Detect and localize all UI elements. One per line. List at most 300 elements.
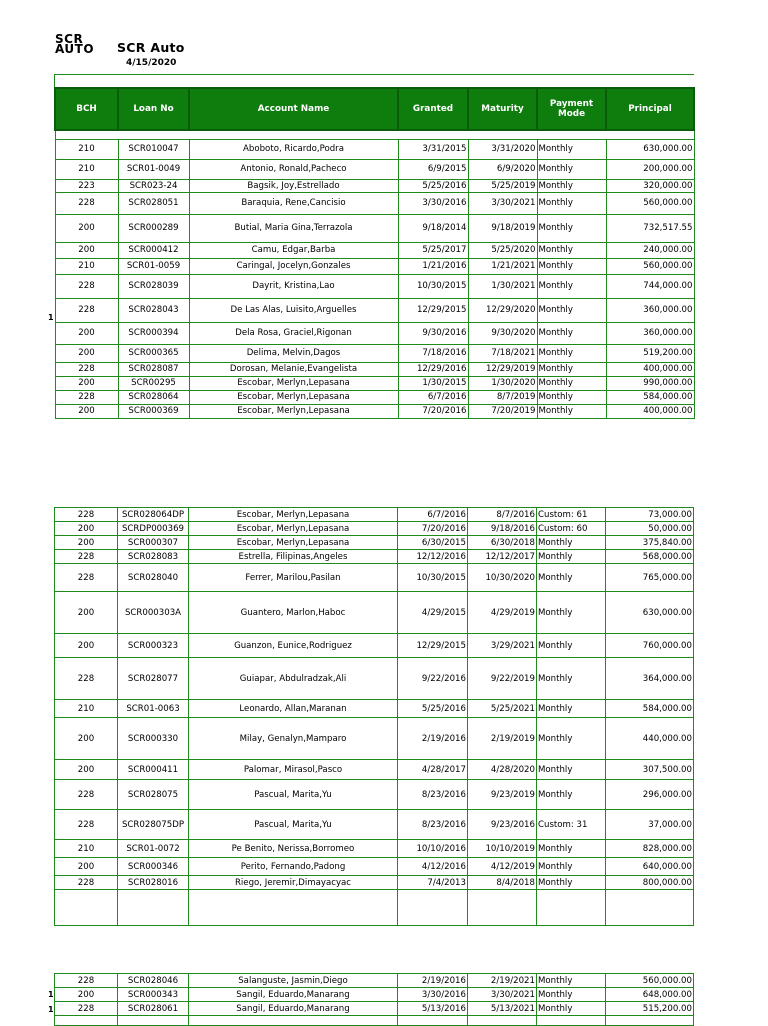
table-row (55, 139, 694, 159)
cell-account-name: Escobar, Merlyn,Lepasana (189, 522, 398, 536)
cell-granted: 7/18/2016 (398, 344, 468, 362)
table-row (55, 192, 694, 214)
cell-maturity: 5/25/2021 (468, 700, 537, 718)
table-row (55, 242, 694, 258)
cell-bch: 228 (55, 780, 118, 810)
cell-bch (55, 890, 118, 926)
cell-loan-no: SCR000307 (118, 536, 189, 550)
cell-loan-no: SCR028077 (118, 658, 189, 700)
table-row (55, 344, 694, 362)
cell-maturity: 9/18/2019 (468, 214, 537, 242)
cell-account-name: Pe Benito, Nerissa,Borromeo (189, 840, 398, 858)
table-row (55, 634, 694, 658)
cell-bch: 210 (55, 139, 118, 159)
cell-payment-mode: Monthly (537, 718, 606, 760)
table-row (55, 214, 694, 242)
table-row (55, 700, 694, 718)
cell-account-name: Estrella, Filipinas,Angeles (189, 550, 398, 564)
cell-account-name (189, 890, 398, 926)
cell-granted: 7/20/2016 (398, 522, 468, 536)
cell-maturity: 5/13/2021 (468, 1002, 537, 1016)
cell-principal: 360,000.00 (606, 298, 694, 322)
cell-bch: 210 (55, 840, 118, 858)
cell-account-name: Ferrer, Marilou,Pasilan (189, 564, 398, 592)
cell-granted: 1/21/2016 (398, 258, 468, 274)
cell-loan-no: SCR000323 (118, 634, 189, 658)
cell-loan-no: SCR028064 (118, 390, 189, 404)
table-row (55, 658, 694, 700)
cell-granted: 5/25/2016 (398, 179, 468, 192)
cell-maturity: 10/10/2019 (468, 840, 537, 858)
cell-account-name: Perito, Fernando,Padong (189, 858, 398, 876)
cell-principal: 37,000.00 (606, 810, 694, 840)
cell-payment-mode: Monthly (537, 974, 606, 988)
cell-payment-mode: Monthly (537, 760, 606, 780)
table-row (55, 1002, 694, 1016)
cell-account-name: Escobar, Merlyn,Lepasana (189, 508, 398, 522)
cell-principal: 515,200.00 (606, 1002, 694, 1016)
cell-principal: 630,000.00 (606, 139, 694, 159)
cell-payment-mode: Monthly (537, 564, 606, 592)
cell-payment-mode: Monthly (537, 536, 606, 550)
cell-loan-no: SCR028087 (118, 362, 189, 376)
cell-granted: 1/30/2015 (398, 376, 468, 390)
cell-principal: 760,000.00 (606, 634, 694, 658)
loan-table-page2 (54, 507, 694, 926)
cell-maturity: 3/30/2021 (468, 192, 537, 214)
cell-maturity: 1/30/2021 (468, 274, 537, 298)
cell-principal: 990,000.00 (606, 376, 694, 390)
cell-account-name: Escobar, Merlyn,Lepasana (189, 404, 398, 418)
cell-principal: 240,000.00 (606, 242, 694, 258)
cell-payment-mode: Monthly (537, 159, 606, 179)
cell-loan-no (118, 1016, 189, 1026)
cell-loan-no (118, 890, 189, 926)
table-row (55, 840, 694, 858)
cell-granted: 2/19/2016 (398, 974, 468, 988)
cell-bch: 228 (55, 390, 118, 404)
cell-bch: 200 (55, 214, 118, 242)
cell-payment-mode: Monthly (537, 362, 606, 376)
cell-bch: 200 (55, 404, 118, 418)
cell-loan-no: SCR028075 (118, 780, 189, 810)
cell-payment-mode: Monthly (537, 344, 606, 362)
cell-maturity: 10/30/2020 (468, 564, 537, 592)
cell-loan-no: SCR028051 (118, 192, 189, 214)
cell-loan-no: SCR028061 (118, 1002, 189, 1016)
cell-bch: 210 (55, 159, 118, 179)
cell-payment-mode: Monthly (537, 179, 606, 192)
cell-principal: 765,000.00 (606, 564, 694, 592)
cell-bch: 200 (55, 376, 118, 390)
cell-principal (606, 1016, 694, 1026)
table-row (55, 322, 694, 344)
cell-account-name: De Las Alas, Luisito,Arguelles (189, 298, 398, 322)
loan-table-page3 (54, 973, 694, 1026)
table-row (55, 274, 694, 298)
cell-maturity: 12/29/2019 (468, 362, 537, 376)
loan-table-page1 (54, 87, 695, 419)
cell-bch: 228 (55, 564, 118, 592)
cell-loan-no: SCR000365 (118, 344, 189, 362)
cell-principal (606, 890, 694, 926)
cell-maturity: 3/31/2020 (468, 139, 537, 159)
cell-payment-mode: Monthly (537, 988, 606, 1002)
cell-maturity: 1/21/2021 (468, 258, 537, 274)
cell-granted: 10/30/2015 (398, 564, 468, 592)
cell-loan-no: SCR01-0059 (118, 258, 189, 274)
cell-maturity: 6/9/2020 (468, 159, 537, 179)
cell-bch: 200 (55, 344, 118, 362)
cell-payment-mode (537, 1016, 606, 1026)
col-header-maturity: Maturity (468, 88, 537, 130)
cell-principal: 307,500.00 (606, 760, 694, 780)
cell-maturity: 2/19/2019 (468, 718, 537, 760)
cell-bch: 200 (55, 988, 118, 1002)
cell-payment-mode: Custom: 60 (537, 522, 606, 536)
cell-principal: 630,000.00 (606, 592, 694, 634)
cell-bch: 228 (55, 876, 118, 890)
cell-granted: 4/12/2016 (398, 858, 468, 876)
col-header-principal: Principal (606, 88, 694, 130)
cell-maturity: 9/18/2016 (468, 522, 537, 536)
cell-maturity: 4/28/2020 (468, 760, 537, 780)
table-header-row (55, 88, 694, 130)
cell-account-name: Camu, Edgar,Barba (189, 242, 398, 258)
cell-granted: 12/12/2016 (398, 550, 468, 564)
cell-granted: 9/18/2014 (398, 214, 468, 242)
cell-bch (55, 1016, 118, 1026)
table-row (55, 159, 694, 179)
cell-account-name: Aboboto, Ricardo,Podra (189, 139, 398, 159)
cell-payment-mode: Monthly (537, 390, 606, 404)
cell-maturity: 8/7/2019 (468, 390, 537, 404)
cell-bch: 228 (55, 974, 118, 988)
cell-principal: 828,000.00 (606, 840, 694, 858)
table-row (55, 858, 694, 876)
table-row (55, 810, 694, 840)
table-row (55, 362, 694, 376)
cell-account-name: Bagsik, Joy,Estrellado (189, 179, 398, 192)
cell-maturity: 4/12/2019 (468, 858, 537, 876)
cell-granted: 7/20/2016 (398, 404, 468, 418)
cell-principal: 584,000.00 (606, 700, 694, 718)
cell-payment-mode: Monthly (537, 658, 606, 700)
cell-account-name: Butial, Maria Gina,Terrazola (189, 214, 398, 242)
cell-loan-no: SCR023-24 (118, 179, 189, 192)
cell-bch: 200 (55, 536, 118, 550)
cell-payment-mode: Custom: 31 (537, 810, 606, 840)
cell-payment-mode: Monthly (537, 858, 606, 876)
cell-maturity: 8/4/2018 (468, 876, 537, 890)
cell-granted: 3/30/2016 (398, 988, 468, 1002)
cell-principal: 568,000.00 (606, 550, 694, 564)
cell-principal: 560,000.00 (606, 192, 694, 214)
cell-maturity: 5/25/2019 (468, 179, 537, 192)
cell-account-name: Leonardo, Allan,Maranan (189, 700, 398, 718)
cell-loan-no: SCR010047 (118, 139, 189, 159)
cell-maturity: 7/18/2021 (468, 344, 537, 362)
cell-account-name: Pascual, Marita,Yu (189, 780, 398, 810)
table-row (55, 890, 694, 926)
cell-maturity: 7/20/2019 (468, 404, 537, 418)
cell-account-name: Guiapar, Abdulradzak,Ali (189, 658, 398, 700)
cell-principal: 640,000.00 (606, 858, 694, 876)
cell-payment-mode: Monthly (537, 274, 606, 298)
cell-account-name: Dorosan, Melanie,Evangelista (189, 362, 398, 376)
cell-account-name (189, 1016, 398, 1026)
table-row (55, 760, 694, 780)
cell-account-name: Dela Rosa, Graciel,Rigonan (189, 322, 398, 344)
table-row (55, 376, 694, 390)
cell-account-name: Delima, Melvin,Dagos (189, 344, 398, 362)
cell-account-name: Escobar, Merlyn,Lepasana (189, 536, 398, 550)
cell-payment-mode: Monthly (537, 258, 606, 274)
company-logo: SCR AUTO (55, 34, 95, 54)
cell-account-name: Riego, Jeremir,Dimayacyac (189, 876, 398, 890)
cell-maturity: 8/7/2016 (468, 508, 537, 522)
cell-bch: 228 (55, 274, 118, 298)
cell-loan-no: SCR000303A (118, 592, 189, 634)
cell-payment-mode: Monthly (537, 550, 606, 564)
cell-granted: 12/29/2015 (398, 298, 468, 322)
cell-loan-no: SCR01-0072 (118, 840, 189, 858)
cell-granted: 9/30/2016 (398, 322, 468, 344)
table-row (55, 508, 694, 522)
table-row (55, 258, 694, 274)
cell-payment-mode (537, 890, 606, 926)
table-row (55, 298, 694, 322)
cell-maturity: 9/22/2019 (468, 658, 537, 700)
cell-loan-no: SCR028039 (118, 274, 189, 298)
cell-bch: 210 (55, 700, 118, 718)
cell-granted (398, 1016, 468, 1026)
cell-principal: 440,000.00 (606, 718, 694, 760)
cell-loan-no: SCR000346 (118, 858, 189, 876)
cell-granted: 6/7/2016 (398, 390, 468, 404)
cell-granted: 4/28/2017 (398, 760, 468, 780)
cell-bch: 200 (55, 592, 118, 634)
cell-loan-no: SCRDP000369 (118, 522, 189, 536)
cell-account-name: Guanzon, Eunice,Rodriguez (189, 634, 398, 658)
cell-granted: 4/29/2015 (398, 592, 468, 634)
cell-principal: 400,000.00 (606, 404, 694, 418)
cell-principal: 732,517.55 (606, 214, 694, 242)
table-row (55, 179, 694, 192)
cell-account-name: Caringal, Jocelyn,Gonzales (189, 258, 398, 274)
cell-account-name: Guantero, Marlon,Haboc (189, 592, 398, 634)
cell-bch: 200 (55, 322, 118, 344)
cell-maturity: 3/30/2021 (468, 988, 537, 1002)
cell-granted: 6/9/2015 (398, 159, 468, 179)
table-row (55, 876, 694, 890)
row-mark: 1 (48, 313, 54, 322)
cell-payment-mode: Monthly (537, 242, 606, 258)
cell-loan-no: SCR000412 (118, 242, 189, 258)
cell-loan-no: SCR028075DP (118, 810, 189, 840)
cell-loan-no: SCR028064DP (118, 508, 189, 522)
cell-payment-mode: Monthly (537, 876, 606, 890)
company-title: SCR Auto (117, 40, 185, 55)
cell-bch: 228 (55, 298, 118, 322)
cell-account-name: Salanguste, Jasmin,Diego (189, 974, 398, 988)
cell-account-name: Sangil, Eduardo,Manarang (189, 1002, 398, 1016)
cell-principal: 400,000.00 (606, 362, 694, 376)
cell-maturity: 3/29/2021 (468, 634, 537, 658)
cell-loan-no: SCR01-0063 (118, 700, 189, 718)
col-header-granted: Granted (398, 88, 468, 130)
cell-principal: 584,000.00 (606, 390, 694, 404)
row-mark: 1 (48, 990, 54, 999)
table-row (55, 404, 694, 418)
cell-payment-mode: Monthly (537, 192, 606, 214)
cell-bch: 228 (55, 1002, 118, 1016)
cell-payment-mode: Monthly (537, 139, 606, 159)
col-header-account-name: Account Name (189, 88, 398, 130)
cell-loan-no: SCR00295 (118, 376, 189, 390)
cell-granted: 3/31/2015 (398, 139, 468, 159)
cell-payment-mode: Custom: 61 (537, 508, 606, 522)
report-date: 4/15/2020 (126, 58, 177, 68)
cell-bch: 228 (55, 192, 118, 214)
cell-principal: 560,000.00 (606, 258, 694, 274)
cell-account-name: Pascual, Marita,Yu (189, 810, 398, 840)
cell-principal: 320,000.00 (606, 179, 694, 192)
cell-loan-no: SCR028040 (118, 564, 189, 592)
cell-bch: 228 (55, 810, 118, 840)
cell-granted: 12/29/2015 (398, 634, 468, 658)
cell-loan-no: SCR000330 (118, 718, 189, 760)
table-row (55, 550, 694, 564)
cell-principal: 73,000.00 (606, 508, 694, 522)
cell-bch: 200 (55, 718, 118, 760)
cell-bch: 200 (55, 858, 118, 876)
cell-payment-mode: Monthly (537, 298, 606, 322)
cell-bch: 228 (55, 550, 118, 564)
cell-granted: 10/30/2015 (398, 274, 468, 298)
cell-granted: 9/22/2016 (398, 658, 468, 700)
cell-maturity: 12/29/2020 (468, 298, 537, 322)
cell-bch: 228 (55, 508, 118, 522)
cell-account-name: Baraquia, Rene,Cancisio (189, 192, 398, 214)
cell-account-name: Milay, Genalyn,Mamparo (189, 718, 398, 760)
cell-account-name: Antonio, Ronald,Pacheco (189, 159, 398, 179)
table-row (55, 718, 694, 760)
cell-principal: 50,000.00 (606, 522, 694, 536)
cell-principal: 296,000.00 (606, 780, 694, 810)
col-header-loan-no: Loan No (118, 88, 189, 130)
cell-granted: 8/23/2016 (398, 780, 468, 810)
table-row (55, 536, 694, 550)
cell-bch: 200 (55, 242, 118, 258)
cell-granted: 5/25/2017 (398, 242, 468, 258)
cell-account-name: Palomar, Mirasol,Pasco (189, 760, 398, 780)
cell-maturity: 5/25/2020 (468, 242, 537, 258)
cell-payment-mode: Monthly (537, 214, 606, 242)
cell-payment-mode: Monthly (537, 840, 606, 858)
cell-maturity (468, 1016, 537, 1026)
cell-maturity: 9/23/2019 (468, 780, 537, 810)
cell-granted: 2/19/2016 (398, 718, 468, 760)
cell-bch: 223 (55, 179, 118, 192)
table-row (55, 780, 694, 810)
cell-bch: 228 (55, 658, 118, 700)
cell-maturity: 9/23/2016 (468, 810, 537, 840)
cell-loan-no: SCR028083 (118, 550, 189, 564)
cell-loan-no: SCR028043 (118, 298, 189, 322)
cell-loan-no: SCR028016 (118, 876, 189, 890)
cell-account-name: Dayrit, Kristina,Lao (189, 274, 398, 298)
cell-principal: 519,200.00 (606, 344, 694, 362)
cell-loan-no: SCR000394 (118, 322, 189, 344)
table-row (55, 564, 694, 592)
cell-granted: 12/29/2016 (398, 362, 468, 376)
cell-maturity: 4/29/2019 (468, 592, 537, 634)
cell-loan-no: SCR000289 (118, 214, 189, 242)
cell-payment-mode: Monthly (537, 322, 606, 344)
table-row (55, 522, 694, 536)
cell-principal: 364,000.00 (606, 658, 694, 700)
cell-granted: 5/25/2016 (398, 700, 468, 718)
table-row (55, 390, 694, 404)
cell-granted: 6/30/2015 (398, 536, 468, 550)
cell-payment-mode: Monthly (537, 634, 606, 658)
cell-principal: 560,000.00 (606, 974, 694, 988)
cell-maturity: 6/30/2018 (468, 536, 537, 550)
cell-maturity: 1/30/2020 (468, 376, 537, 390)
table-row (55, 592, 694, 634)
cell-granted: 8/23/2016 (398, 810, 468, 840)
cell-maturity (468, 890, 537, 926)
cell-bch: 210 (55, 258, 118, 274)
col-header-bch: BCH (55, 88, 118, 130)
cell-loan-no: SCR000369 (118, 404, 189, 418)
cell-loan-no: SCR000411 (118, 760, 189, 780)
cell-loan-no: SCR000343 (118, 988, 189, 1002)
col-header-payment-mode: Payment Mode (537, 88, 606, 130)
cell-maturity: 2/19/2021 (468, 974, 537, 988)
cell-loan-no: SCR028046 (118, 974, 189, 988)
cell-bch: 200 (55, 760, 118, 780)
table-row (55, 974, 694, 988)
cell-principal: 360,000.00 (606, 322, 694, 344)
cell-bch: 200 (55, 522, 118, 536)
cell-payment-mode: Monthly (537, 404, 606, 418)
cell-account-name: Escobar, Merlyn,Lepasana (189, 376, 398, 390)
cell-payment-mode: Monthly (537, 1002, 606, 1016)
cell-payment-mode: Monthly (537, 780, 606, 810)
cell-granted (398, 890, 468, 926)
cell-loan-no: SCR01-0049 (118, 159, 189, 179)
cell-principal: 375,840.00 (606, 536, 694, 550)
table-row (55, 988, 694, 1002)
cell-principal: 648,000.00 (606, 988, 694, 1002)
cell-principal: 800,000.00 (606, 876, 694, 890)
cell-principal: 200,000.00 (606, 159, 694, 179)
cell-account-name: Sangil, Eduardo,Manarang (189, 988, 398, 1002)
table-row (55, 1016, 694, 1026)
cell-granted: 5/13/2016 (398, 1002, 468, 1016)
cell-maturity: 12/12/2017 (468, 550, 537, 564)
cell-bch: 228 (55, 362, 118, 376)
cell-principal: 744,000.00 (606, 274, 694, 298)
cell-payment-mode: Monthly (537, 700, 606, 718)
cell-payment-mode: Monthly (537, 592, 606, 634)
cell-payment-mode: Monthly (537, 376, 606, 390)
cell-granted: 3/30/2016 (398, 192, 468, 214)
row-mark: 1 (48, 1005, 54, 1014)
cell-maturity: 9/30/2020 (468, 322, 537, 344)
